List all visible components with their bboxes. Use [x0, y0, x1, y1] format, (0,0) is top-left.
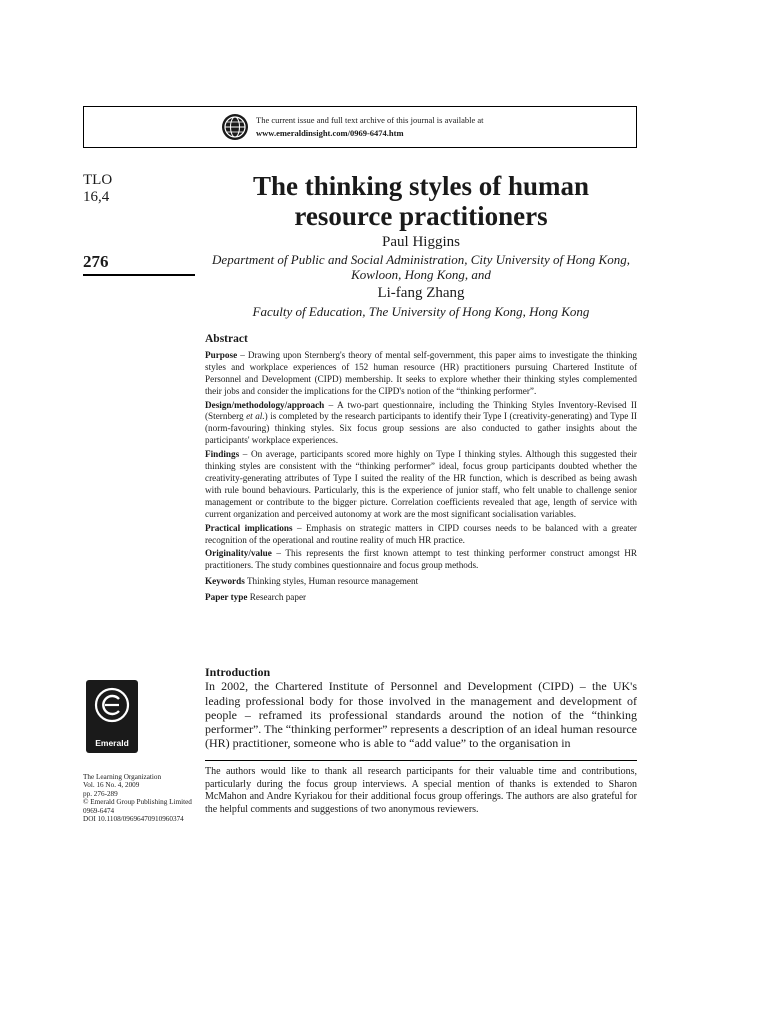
abstract-originality — [205, 548, 637, 572]
section-label: Design/methodology/approach — [205, 399, 325, 410]
section-text: ) is completed by the research participants to identify their Type I (creativity-generating) and Type II (norm-favouring) thinking styles. Six focus group sessions are also conducted to gather insights about the participants' workplace experiences. — [205, 411, 637, 446]
abstract-paper-type — [205, 592, 637, 604]
section-text: – On average, participants scored more highly on Type I thinking styles. Although this suggested their thinking styles are consistent with the “thinking performer” ideal, focus group participants doubted whether the creativity-generating attributes of Type I suited the reality of the HR function, which is described as being awash with rule bound behaviours. Particularly, this is the experience of junior staff, who felt unable to challenge senior management or contribute to the bigger picture. Correlation coefficients revealed that age, length of service with current organization and perceived autonomy at work are the most significant socialisation variables. — [205, 449, 637, 519]
journal-url-link[interactable]: www.emeraldinsight.com/0969-6474.htm — [256, 128, 404, 138]
pubinfo-line: The Learning Organization — [83, 773, 162, 781]
emerald-logo — [86, 680, 138, 753]
emerald-logo-icon — [92, 685, 132, 725]
title-line: The thinking styles of human — [252, 171, 590, 201]
journal-abbrev: TLO — [83, 172, 113, 188]
footnote-rule — [205, 760, 637, 761]
section-label: Findings — [205, 449, 240, 460]
introduction-text: In 2002, the Chartered Institute of Personnel and Development (CIPD) – the UK's leading professional body for those involved in the management and development of people – reframed its professional standards around the notion of the “thinking performer”. The “thinking performer” represents a description of an ideal human resource (HR) practitioner, someone who is able to “add value” to the organisation in — [205, 679, 637, 751]
pubinfo-line: DOI 10.1108/09696470910960374 — [83, 815, 184, 824]
paper-title — [205, 171, 637, 231]
affiliation-line: Department of Public and Social Administration, City University of Hong Kong, — [212, 252, 630, 267]
section-label: Practical implications — [205, 522, 293, 533]
affiliation-line: Kowloon, Hong Kong, and — [351, 267, 491, 282]
abstract-findings — [205, 449, 637, 520]
affiliation-line: Faculty of Education, The University of Hong Kong, Hong Kong — [252, 304, 590, 319]
section-text: – This represents the first known attempt to test thinking performer construct amongst HR practitioners. The study combines questionnaire and focus group methods. — [205, 548, 637, 571]
abstract-design — [205, 400, 637, 448]
section-text: – Emphasis on strategic matters in CIPD courses needs to be balanced with a greater recognition of the operational and routine reality of much HR practice. — [205, 522, 637, 545]
journal-info — [83, 172, 112, 206]
section-text: – A two-part questionnaire, including the Thinking Styles Inventory-Revised II (Sternberg — [205, 399, 637, 422]
author-affiliation — [205, 304, 637, 319]
abstract-keywords — [205, 576, 637, 588]
abstract-purpose — [205, 350, 637, 398]
publication-info — [83, 773, 201, 823]
introduction — [205, 665, 637, 751]
pubinfo-line: pp. 276-289 — [83, 789, 118, 798]
section-label: Originality/value — [205, 548, 272, 559]
abstract — [205, 334, 637, 606]
logo-text: Emerald — [95, 738, 129, 748]
section-label: Paper type — [205, 592, 248, 603]
pubinfo-line: 0969-6474 — [83, 806, 115, 815]
globe-icon — [221, 113, 249, 141]
section-label: Keywords — [205, 576, 245, 587]
section-text: Thinking styles, Human resource management — [244, 576, 419, 587]
section-label: Purpose — [205, 349, 238, 360]
introduction-heading: Introduction — [205, 665, 271, 679]
acknowledgement-footnote: The authors would like to thank all research participants for their valuable time and contributions, particularly during the focus group interviews. A special mention of thanks is extended to Sharon McMahon and Andre Kyriakou for their additional focus group offerings. The authors are also grateful for the helpful comments and suggestions of two anonymous reviewers. — [205, 766, 637, 815]
journal-archive-banner — [83, 106, 637, 148]
pubinfo-line: © Emerald Group Publishing Limited — [83, 798, 192, 807]
abstract-heading: Abstract — [205, 333, 248, 345]
author-affiliation — [205, 252, 637, 282]
page-number: 276 — [83, 252, 109, 271]
section-text: Research paper — [247, 592, 307, 603]
author-name: Paul Higgins — [382, 234, 460, 250]
pubinfo-line: Vol. 16 No. 4, 2009 — [83, 781, 140, 790]
page-number-rule — [83, 274, 195, 276]
abstract-practical — [205, 523, 637, 547]
title-line: resource practitioners — [294, 201, 548, 231]
section-text: – Drawing upon Sternberg's theory of mental self-government, this paper aims to investigate the thinking styles and workplace experiences of 152 human resource (HR) practitioners pursuing Chartered Institute of Personnel and Development (CIPD) membership. It seeks to explore whether their thinking styles complemented their jobs and consider the implications for the CIPD's notion of the “thinking performer”. — [205, 349, 637, 396]
section-text-italic: et al. — [246, 411, 265, 422]
banner-text: The current issue and full text archive of this journal is available at — [256, 115, 484, 125]
journal-volume: 16,4 — [83, 189, 110, 205]
author-name: Li-fang Zhang — [377, 285, 465, 301]
